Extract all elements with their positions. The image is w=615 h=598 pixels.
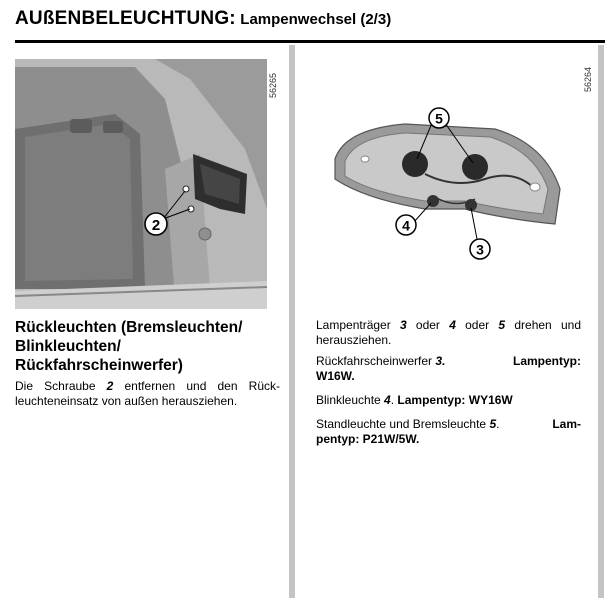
callout-2: 2	[151, 217, 161, 234]
indicator-spec: Blinkleuchte 4. Lampentyp: WY16W	[316, 393, 513, 407]
figure-tail-light-unit	[305, 59, 582, 309]
instruction-remove-screw: Die Schraube 2 entfernen und den Rück-leuchteneinsatz von außen herausziehen.	[15, 379, 281, 408]
reverse-light-spec: Rückfahrscheinwerfer 3. Lampentyp: W16W.	[316, 354, 581, 383]
heading-line: Rückleuchten (Bremsleuchten/	[15, 319, 243, 336]
header-rule	[15, 40, 605, 43]
callout-3: 3	[476, 241, 484, 258]
seat-panel	[25, 124, 133, 281]
headrest	[70, 119, 92, 133]
heading-line: Rückfahrscheinwerfer)	[15, 357, 183, 374]
figure-id-right: 56264	[583, 66, 593, 92]
trim-clip	[199, 228, 211, 240]
instruction-turn-holder: Lampenträger 3 oder 4 oder 5 drehen und herausziehen.	[316, 318, 581, 347]
page-header	[15, 8, 391, 30]
heading-line: Blinkleuchten/	[15, 338, 121, 355]
bulb-holder-5b	[462, 154, 488, 180]
section-subtitle: Lampenwechsel (2/3)	[240, 11, 392, 28]
headrest	[103, 121, 123, 133]
section-heading	[15, 318, 280, 375]
screw-hole	[183, 186, 189, 192]
reflector-spot	[361, 156, 369, 162]
lamp-type-value: W16W.	[316, 369, 355, 383]
tailgate-illustration	[15, 59, 267, 309]
callout-4: 4	[402, 217, 410, 234]
tail-light-illustration	[305, 59, 582, 309]
screw-number: 2	[106, 379, 114, 393]
bulb-holder-5a	[402, 151, 428, 177]
figure-id-left: 56265	[268, 72, 278, 98]
reflector-spot	[530, 183, 540, 191]
section-title: AUßENBELEUCHTUNG:	[15, 8, 236, 29]
callout-5: 5	[435, 110, 443, 127]
column-divider-middle	[289, 45, 295, 598]
brake-light-spec: Standleuchte und Bremsleuchte 5. Lam- pentyp: P21W/5W.	[316, 417, 581, 446]
figure-tailgate-open	[15, 59, 267, 309]
column-divider-right	[598, 45, 604, 598]
